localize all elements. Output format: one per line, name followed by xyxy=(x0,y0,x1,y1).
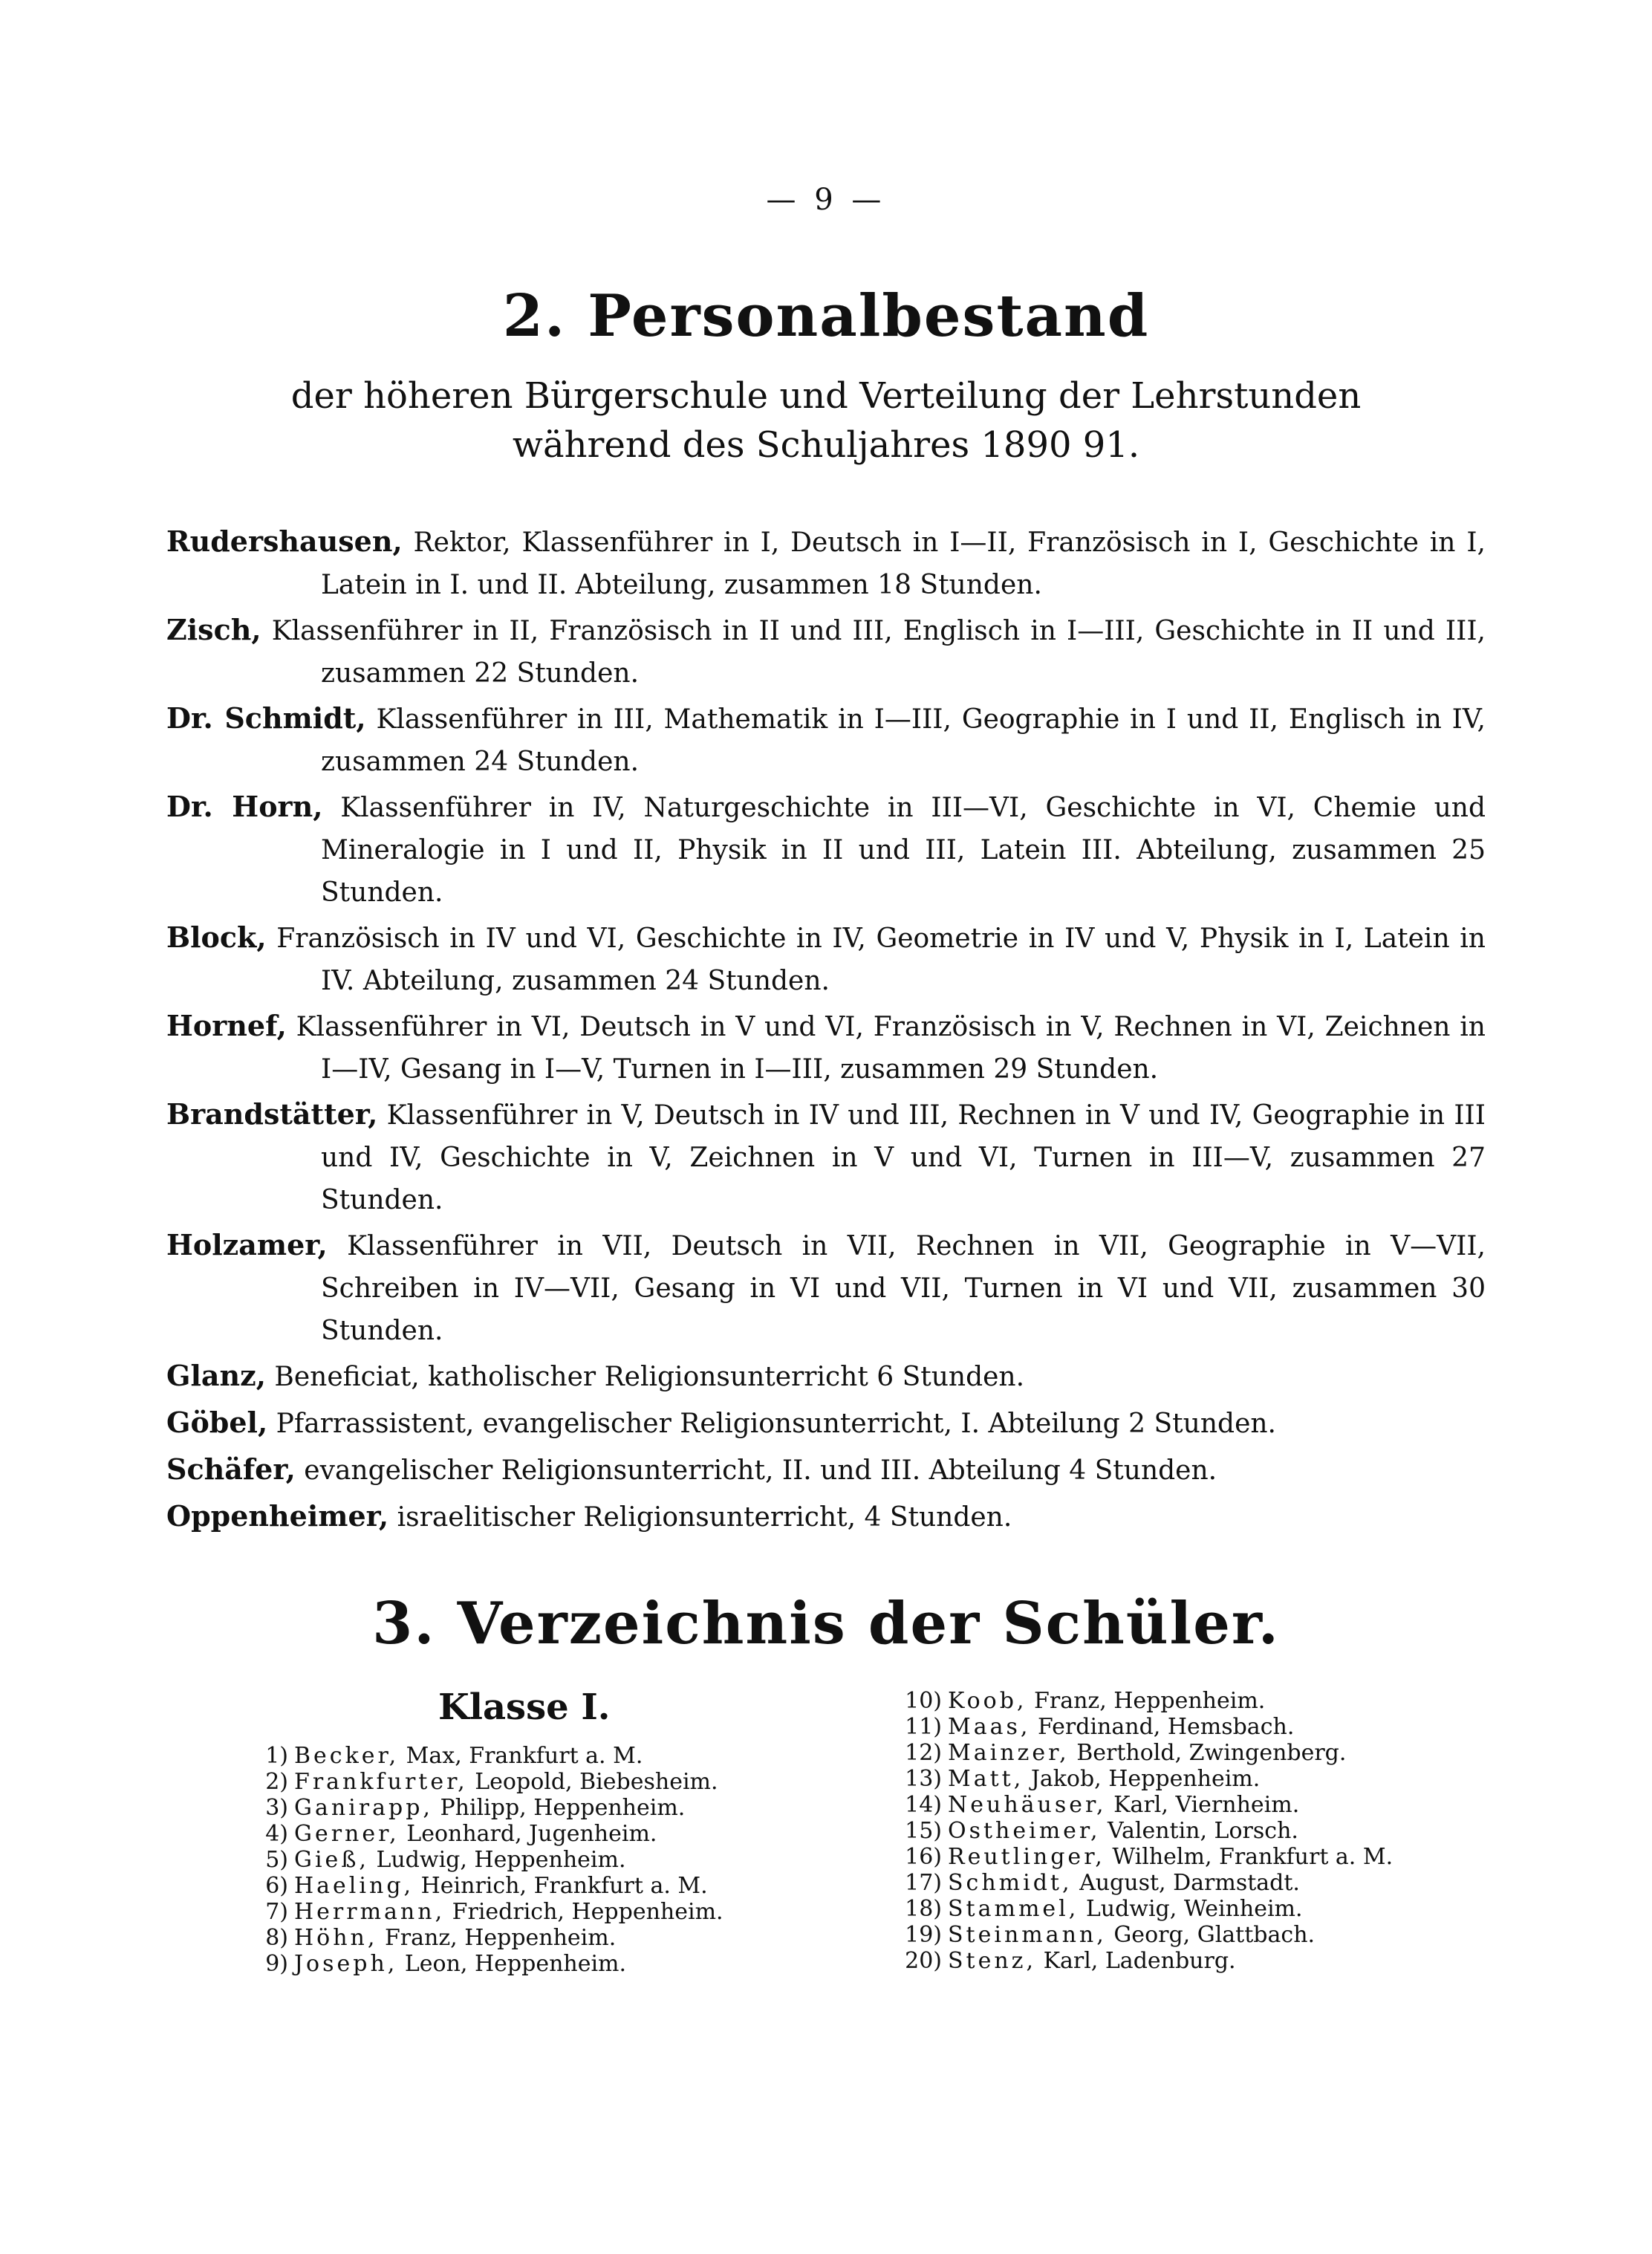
page-number: — 9 — xyxy=(766,183,886,217)
student-number: 2) xyxy=(265,1769,288,1795)
staff-entry xyxy=(166,1004,1486,1091)
staff-entry xyxy=(166,608,1486,695)
student-number: 7) xyxy=(265,1899,288,1925)
student-surname: Stammel, xyxy=(948,1896,1079,1922)
student-details: Leon, Heppenheim. xyxy=(404,1951,627,1977)
section-title-schueler: 3. Verzeichnis der Schüler. xyxy=(372,1590,1280,1657)
student-surname: Mainzer, xyxy=(948,1740,1070,1766)
staff-name: Glanz, xyxy=(166,1359,266,1392)
student-item xyxy=(899,1818,1552,1844)
section-subtitle xyxy=(149,371,1503,470)
student-item xyxy=(245,1743,884,1769)
student-number: 1) xyxy=(265,1743,288,1769)
staff-duties: Klassenführer in IV, Naturgeschichte in III—VI, Geschichte in VI, Chemie und Mineralogie in I und II, Physik in II und III, Latein III. Abteilung, zusammen 25 Stunden. xyxy=(321,793,1486,908)
student-surname: Reutlinger, xyxy=(948,1844,1105,1870)
student-number: 13) xyxy=(905,1766,942,1792)
student-number: 8) xyxy=(265,1925,288,1951)
student-surname: Schmidt, xyxy=(948,1870,1073,1896)
staff-name: Block, xyxy=(166,920,267,954)
student-number: 16) xyxy=(905,1844,942,1870)
student-surname: Stenz, xyxy=(948,1948,1037,1974)
staff-duties: Klassenführer in III, Mathematik in I—III, Geographie in I und II, Englisch in IV, zusammen 24 Stunden. xyxy=(321,704,1486,777)
student-surname: Joseph, xyxy=(294,1951,398,1977)
student-list-right xyxy=(899,1688,1552,1974)
student-number: 14) xyxy=(905,1792,942,1818)
staff-entry xyxy=(166,1093,1486,1221)
student-details: Max, Frankfurt a. M. xyxy=(406,1743,643,1769)
student-number: 5) xyxy=(265,1847,288,1873)
student-item xyxy=(245,1795,884,1821)
student-details: Berthold, Zwingenberg. xyxy=(1076,1740,1347,1766)
staff-name: Hornef, xyxy=(166,1009,287,1042)
student-details: Friedrich, Heppenheim. xyxy=(452,1899,723,1925)
student-item xyxy=(245,1847,884,1873)
staff-entry xyxy=(166,1495,1486,1539)
student-surname: Ostheimer, xyxy=(948,1818,1101,1844)
student-surname: Haeling, xyxy=(294,1873,414,1899)
student-number: 19) xyxy=(905,1922,942,1948)
staff-duties: israelitischer Religionsunterricht, 4 Stunden. xyxy=(397,1502,1012,1533)
student-details: August, Darmstadt. xyxy=(1079,1870,1300,1896)
student-details: Valentin, Lorsch. xyxy=(1108,1818,1298,1844)
student-item xyxy=(245,1899,884,1925)
student-details: Philipp, Heppenheim. xyxy=(440,1795,686,1821)
student-details: Wilhelm, Frankfurt a. M. xyxy=(1112,1844,1394,1870)
section-title-personalbestand: 2. Personalbestand xyxy=(502,282,1150,350)
student-details: Leonhard, Jugenheim. xyxy=(406,1821,657,1847)
staff-duties: Klassenführer in V, Deutsch in IV und III, Rechnen in V und IV, Geographie in III und IV, Geschichte in V, Zeichnen in V und VI, Turnen in III—V, zusammen 27 Stunden. xyxy=(321,1100,1486,1215)
staff-entry xyxy=(166,916,1486,1002)
staff-duties: Klassenführer in VI, Deutsch in V und VI, Französisch in V, Rechnen in VI, Zeichnen in I—IV, Gesang in I—V, Turnen in I—III, zusammen 29 Stunden. xyxy=(296,1012,1486,1085)
staff-name: Dr. Schmidt, xyxy=(166,701,366,735)
student-surname: Neuhäuser, xyxy=(948,1792,1107,1818)
student-details: Karl, Ladenburg. xyxy=(1043,1948,1236,1974)
student-surname: Maas, xyxy=(948,1714,1031,1740)
student-item xyxy=(245,1769,884,1795)
staff-duties: Beneficiat, katholischer Religionsunterricht 6 Stunden. xyxy=(274,1362,1025,1392)
student-surname: Gieß, xyxy=(294,1847,369,1873)
student-item xyxy=(899,1740,1552,1766)
student-surname: Steinmann, xyxy=(948,1922,1107,1948)
staff-entry xyxy=(166,1448,1486,1492)
student-details: Leopold, Biebesheim. xyxy=(475,1769,718,1795)
subtitle-line: der höheren Bürgerschule und Verteilung der Lehrstunden xyxy=(290,375,1362,417)
student-number: 18) xyxy=(905,1896,942,1922)
student-item xyxy=(899,1792,1552,1818)
student-list-left xyxy=(245,1743,884,1977)
staff-entry xyxy=(166,697,1486,783)
student-number: 3) xyxy=(265,1795,288,1821)
student-details: Heinrich, Frankfurt a. M. xyxy=(420,1873,708,1899)
student-number: 4) xyxy=(265,1821,288,1847)
student-item xyxy=(899,1688,1552,1714)
student-details: Franz, Heppenheim. xyxy=(1034,1688,1266,1714)
staff-name: Göbel, xyxy=(166,1406,268,1439)
staff-name: Rudershausen, xyxy=(166,524,403,558)
student-surname: Koob, xyxy=(948,1688,1027,1714)
student-item xyxy=(899,1714,1552,1740)
student-item xyxy=(899,1896,1552,1922)
staff-entry xyxy=(166,1401,1486,1445)
staff-name: Brandstätter, xyxy=(166,1097,378,1131)
student-details: Karl, Viernheim. xyxy=(1113,1792,1300,1818)
staff-list xyxy=(166,520,1486,1542)
student-item xyxy=(245,1821,884,1847)
student-item xyxy=(899,1844,1552,1870)
student-item xyxy=(899,1922,1552,1948)
staff-entry xyxy=(166,785,1486,914)
student-surname: Gerner, xyxy=(294,1821,400,1847)
student-surname: Becker, xyxy=(294,1743,400,1769)
student-surname: Frankfurter, xyxy=(294,1769,468,1795)
student-details: Franz, Heppenheim. xyxy=(384,1925,617,1951)
student-number: 17) xyxy=(905,1870,942,1896)
student-details: Ludwig, Heppenheim. xyxy=(376,1847,626,1873)
staff-duties: Klassenführer in II, Französisch in II und III, Englisch in I—III, Geschichte in II und III, zusammen 22 Stunden. xyxy=(271,616,1486,689)
staff-duties: Rektor, Klassenführer in I, Deutsch in I—II, Französisch in I, Geschichte in I, Latein in I. und II. Abteilung, zusammen 18 Stunden. xyxy=(321,527,1486,600)
staff-entry xyxy=(166,520,1486,606)
staff-name: Zisch, xyxy=(166,613,261,646)
class-heading: Klasse I. xyxy=(438,1686,611,1728)
staff-entry xyxy=(166,1354,1486,1398)
staff-duties: evangelischer Religionsunterricht, II. und III. Abteilung 4 Stunden. xyxy=(304,1455,1217,1486)
staff-name: Oppenheimer, xyxy=(166,1499,389,1533)
staff-entry xyxy=(166,1224,1486,1352)
student-details: Ferdinand, Hemsbach. xyxy=(1037,1714,1295,1740)
student-item xyxy=(899,1766,1552,1792)
student-number: 6) xyxy=(265,1873,288,1899)
student-item xyxy=(245,1873,884,1899)
student-item xyxy=(245,1925,884,1951)
student-number: 9) xyxy=(265,1951,288,1977)
subtitle-line: während des Schuljahres 1890 91. xyxy=(512,424,1140,466)
student-number: 15) xyxy=(905,1818,942,1844)
student-surname: Ganirapp, xyxy=(294,1795,433,1821)
student-surname: Herrmann, xyxy=(294,1899,446,1925)
student-number: 20) xyxy=(905,1948,942,1974)
staff-duties: Klassenführer in VII, Deutsch in VII, Rechnen in VII, Geographie in V—VII, Schreiben in IV—VII, Gesang in VI und VII, Turnen in VI und VII, zusammen 30 Stunden. xyxy=(321,1231,1486,1346)
student-details: Ludwig, Weinheim. xyxy=(1085,1896,1303,1922)
student-surname: Höhn, xyxy=(294,1925,378,1951)
staff-name: Holzamer, xyxy=(166,1228,328,1261)
staff-duties: Pfarrassistent, evangelischer Religionsunterricht, I. Abteilung 2 Stunden. xyxy=(276,1409,1276,1439)
student-details: Georg, Glattbach. xyxy=(1113,1922,1316,1948)
staff-name: Dr. Horn, xyxy=(166,790,323,823)
staff-duties: Französisch in IV und VI, Geschichte in IV, Geometrie in IV und V, Physik in I, Latein in IV. Abteilung, zusammen 24 Stunden. xyxy=(276,923,1486,996)
student-item xyxy=(245,1951,884,1977)
student-details: Jakob, Heppenheim. xyxy=(1030,1766,1261,1792)
student-surname: Matt, xyxy=(948,1766,1024,1792)
student-number: 10) xyxy=(905,1688,942,1714)
student-number: 12) xyxy=(905,1740,942,1766)
student-item xyxy=(899,1870,1552,1896)
student-item xyxy=(899,1948,1552,1974)
student-number: 11) xyxy=(905,1714,942,1740)
staff-name: Schäfer, xyxy=(166,1452,296,1486)
